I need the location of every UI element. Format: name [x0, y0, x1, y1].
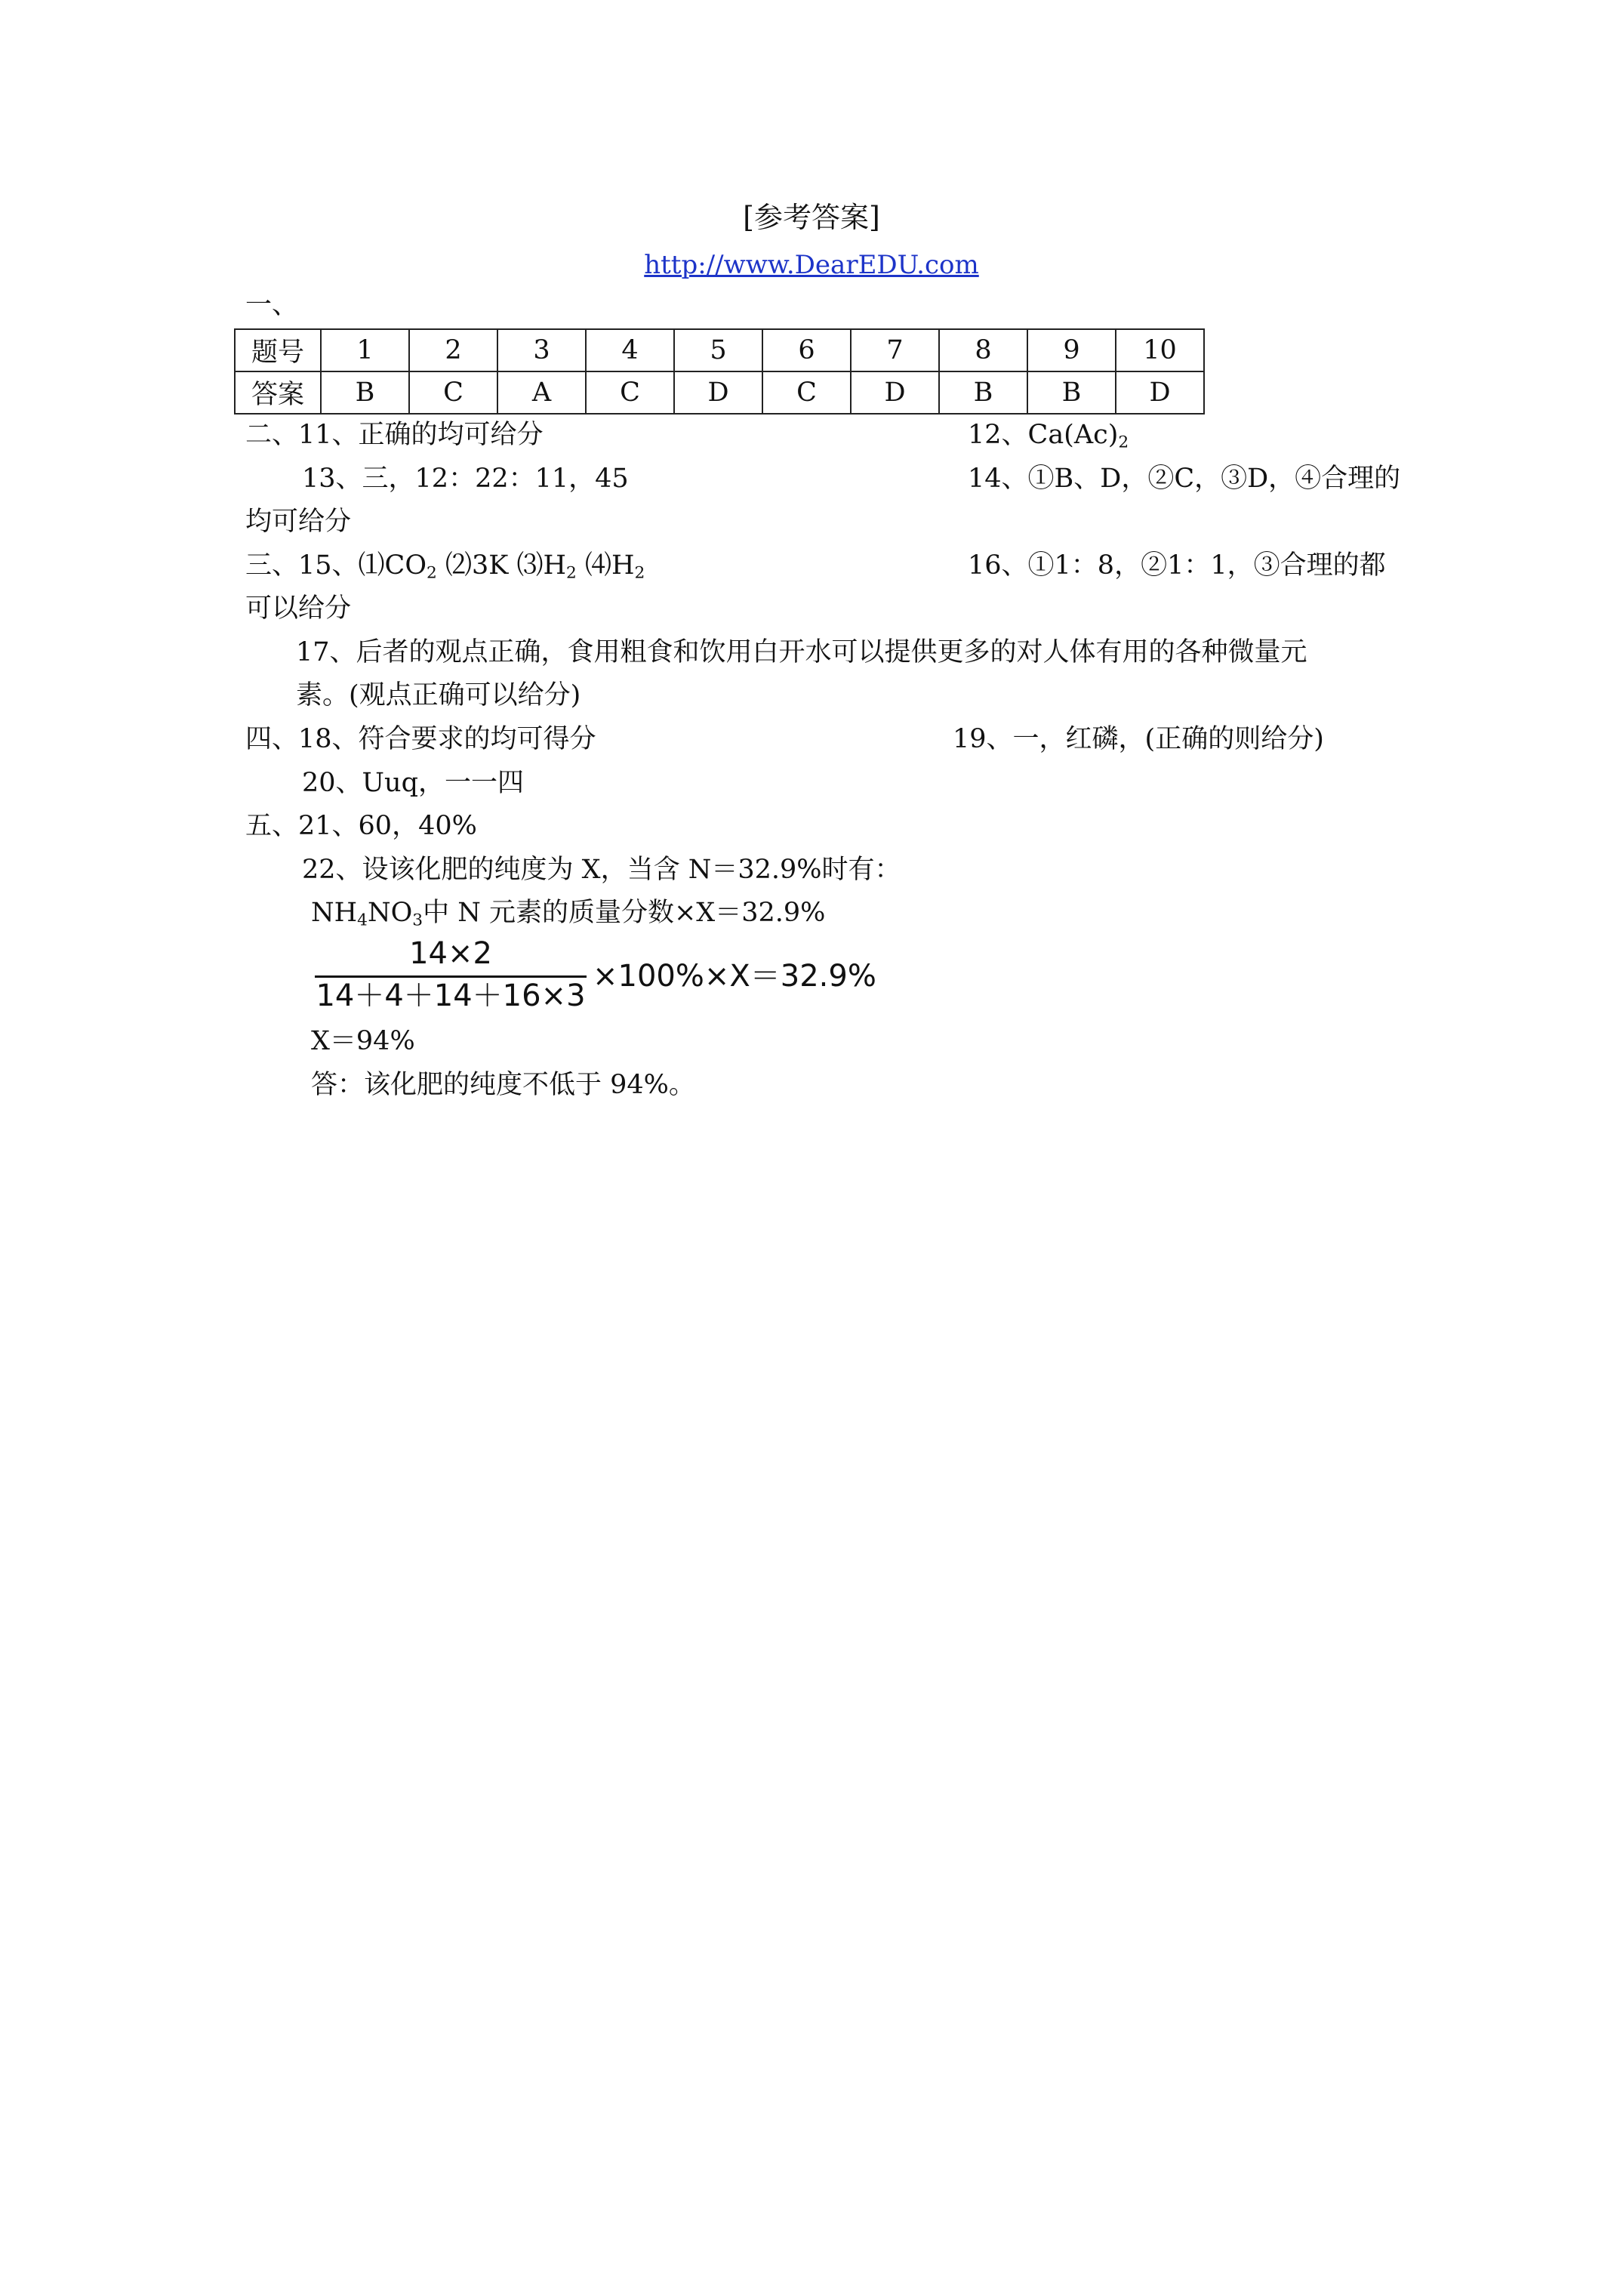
table-cell: 4	[586, 329, 674, 371]
fraction-numerator: 14×2	[409, 936, 492, 971]
answer-q22-intro: 22、设该化肥的纯度为 X，当含 N＝32.9%时有：	[302, 855, 901, 885]
subscript: 2	[1118, 433, 1129, 452]
answer-q15	[245, 547, 645, 584]
page-title: [参考答案]	[743, 201, 880, 234]
answer-q13: 13、三，12：22：11，45	[302, 464, 629, 494]
fraction-bar	[315, 975, 587, 978]
answer-q15-part-a: 三、15、⑴CO	[245, 550, 427, 581]
answer-q17-line-1: 17、后者的观点正确，食用粗食和饮用白开水可以提供更多的对人体有用的各种微量元	[296, 637, 1307, 667]
answer-q12-text: 12、Ca(Ac)	[968, 420, 1119, 450]
table-cell: B	[321, 371, 409, 414]
table-cell: D	[674, 371, 762, 414]
table-cell: C	[586, 371, 674, 414]
answer-q11: 二、11、正确的均可给分	[245, 420, 544, 450]
table-cell: 8	[939, 329, 1027, 371]
answer-q16-line-1: 16、①1：8，②1：1，③合理的都	[968, 550, 1386, 581]
answer-row	[235, 371, 1204, 414]
table-cell: D	[851, 371, 939, 414]
subscript: 2	[634, 563, 645, 583]
subscript: 3	[412, 911, 423, 930]
fraction-denominator: 14＋4＋14＋16×3	[316, 978, 586, 1013]
subscript: 2	[566, 563, 577, 583]
answer-q22-formula-line	[311, 895, 825, 931]
answer-q14-line-2: 均可给分	[245, 507, 352, 537]
website-link[interactable]: http://www.DearEDU.com	[644, 250, 979, 280]
answer-q16-line-2: 可以给分	[245, 593, 352, 624]
formula-no: NO	[367, 898, 413, 928]
section-1-label: 一、	[245, 290, 299, 320]
table-cell: 5	[674, 329, 762, 371]
table-cell: 3	[497, 329, 586, 371]
table-cell: D	[1116, 371, 1204, 414]
table-cell: C	[409, 371, 497, 414]
fraction-tail: ×100%×X＝32.9%	[593, 959, 876, 994]
table-cell: 6	[762, 329, 851, 371]
table-cell: A	[497, 371, 586, 414]
row-header-number: 题号	[235, 329, 321, 371]
row-header-answer: 答案	[235, 371, 321, 414]
table-cell: 1	[321, 329, 409, 371]
table-cell: C	[762, 371, 851, 414]
answer-q14-line-1: 14、①B、D，②C，③D，④合理的	[968, 464, 1401, 494]
answer-q22-conclusion: 答：该化肥的纯度不低于 94%。	[311, 1070, 695, 1100]
answer-table	[234, 328, 1205, 415]
formula-nh: NH	[311, 898, 358, 928]
answer-q19: 19、一，红磷，(正确的则给分)	[953, 724, 1324, 754]
answer-q21: 五、21、60，40%	[245, 811, 477, 841]
answer-q15-part-b: ⑵3K ⑶H	[436, 550, 567, 581]
answer-q12	[968, 417, 1129, 453]
website-link-line	[0, 247, 1623, 283]
answer-q18: 四、18、符合要求的均可得分	[245, 724, 596, 754]
table-cell: B	[939, 371, 1027, 414]
answer-q17-line-2: 素。(观点正确可以给分)	[296, 680, 581, 710]
formula-rest: 中 N 元素的质量分数×X＝32.9%	[423, 898, 826, 928]
mass-fraction-equation	[315, 936, 881, 1012]
subscript: 2	[427, 563, 437, 583]
table-cell: 10	[1116, 329, 1204, 371]
answer-q15-part-c: ⑷H	[576, 550, 635, 581]
answer-q20: 20、Uuq，一一四	[302, 768, 524, 798]
table-cell: B	[1027, 371, 1116, 414]
subscript: 4	[357, 911, 368, 930]
table-cell: 9	[1027, 329, 1116, 371]
answer-q22-result: X＝94%	[311, 1026, 415, 1056]
table-cell: 2	[409, 329, 497, 371]
table-cell: 7	[851, 329, 939, 371]
question-number-row	[235, 329, 1204, 371]
